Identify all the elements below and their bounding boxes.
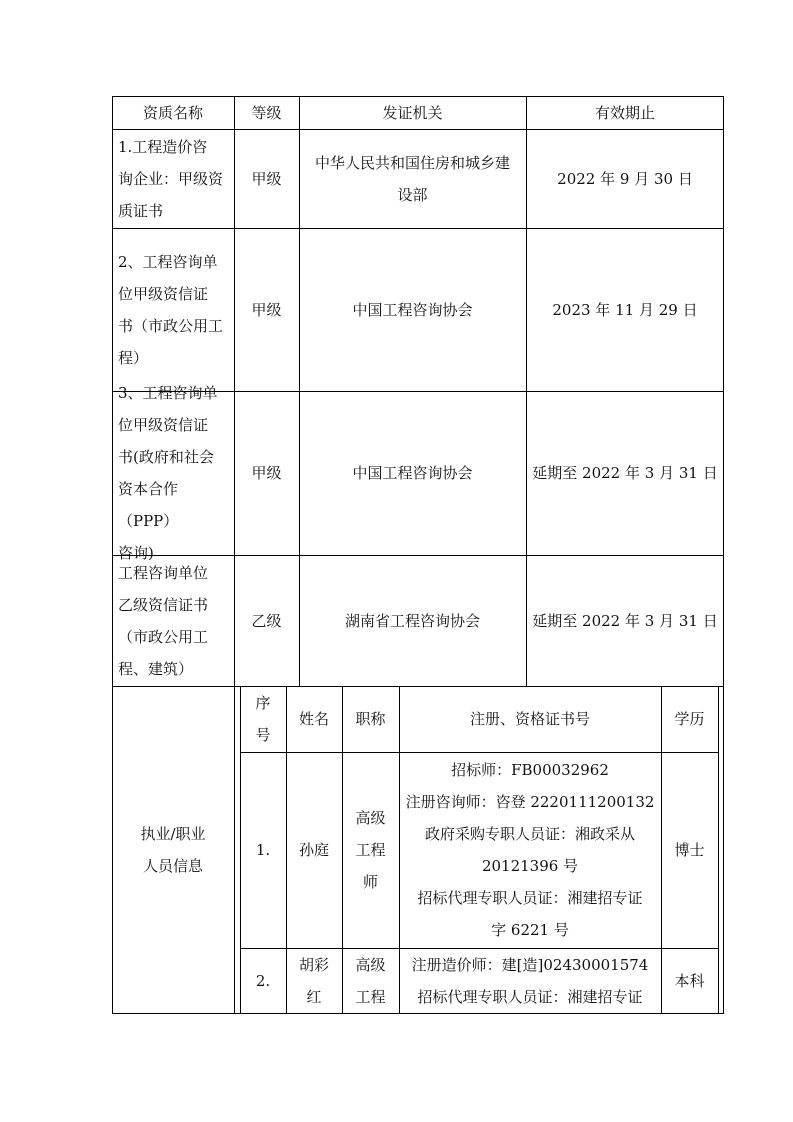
personnel-header-certificates [399, 686, 661, 752]
header-qualification-name [112, 96, 234, 129]
personnel-header-seq [240, 686, 286, 752]
validity-date: 延期至 2022 年 3 月 31 日 [532, 464, 718, 482]
personnel-row-1-seq [240, 752, 286, 948]
table-row-4-grade [234, 555, 299, 686]
personnel-header-title-text: 职称 [355, 710, 386, 728]
table-row-2-validity [526, 228, 724, 391]
table-row-4-name [118, 555, 234, 686]
personnel-education: 本科 [674, 972, 705, 990]
personnel-row-1-education [661, 752, 718, 948]
qualification-grade: 甲级 [251, 464, 282, 482]
qualification-grade: 甲级 [251, 300, 282, 319]
table-row-3-name [118, 384, 234, 562]
table-row-3-authority [299, 391, 526, 555]
qualification-name: 1.工程造价咨 询企业：甲级资 质证书 [118, 137, 224, 220]
header-issuing-authority-text: 发证机关 [382, 103, 443, 122]
header-issuing-authority [299, 96, 526, 129]
personnel-education: 博士 [674, 841, 705, 859]
header-grade [234, 96, 299, 129]
personnel-name: 孙庭 [298, 841, 329, 859]
qualification-name: 3、工程咨询单 位甲级资信证 书(政府和社会 资本合作（PPP） 咨询) [118, 384, 218, 562]
table-row-4-authority [299, 555, 526, 686]
personnel-section-label [112, 686, 234, 1014]
header-qualification-name-text: 资质名称 [142, 103, 203, 122]
qualification-name: 2、工程咨询单 位甲级资信证 书（市政公用工 程） [118, 252, 224, 367]
personnel-row-1-certificates [399, 752, 661, 948]
personnel-header-seq-text: 序 号 [255, 694, 271, 744]
qualification-grade: 乙级 [251, 611, 282, 630]
table-row-1-grade [234, 129, 299, 228]
personnel-name: 胡彩 红 [298, 956, 329, 1006]
personnel-row-2-certificates [399, 948, 661, 1014]
table-row-1-name [118, 129, 234, 228]
personnel-header-education-text: 学历 [674, 710, 705, 728]
personnel-header-education [661, 686, 718, 752]
personnel-certificates: 招标师：FB00032962 注册咨询师：咨登 2220111200132 政府采购专职人员证：湘政采从 20121396 号 招标代理专职人员证：湘建招专证 字 6221 号 [405, 761, 655, 939]
personnel-row-2-seq [240, 948, 286, 1014]
personnel-row-2-education [661, 948, 718, 1014]
personnel-certificates: 注册造价师：建[造]02430001574 招标代理专职人员证：湘建招专证 [411, 956, 649, 1006]
issuing-authority: 中国工程咨询协会 [352, 464, 473, 482]
table-row-3-validity [526, 391, 724, 555]
table-row-2-grade [234, 228, 299, 391]
personnel-section-label-text: 执业/职业 人员信息 [140, 825, 206, 875]
qualification-name: 工程咨询单位 乙级资信证书 （市政公用工 程、建筑） [118, 563, 209, 678]
column-divider [234, 686, 235, 1014]
column-divider [718, 686, 719, 1014]
table-row-2-name [118, 228, 234, 391]
table-row-2-authority [299, 228, 526, 391]
table-row-4-validity [526, 555, 724, 686]
validity-date: 2022 年 9 月 30 日 [557, 169, 693, 188]
validity-date: 延期至 2022 年 3 月 31 日 [532, 611, 718, 630]
personnel-seq: 1. [255, 841, 271, 859]
table-row-1-authority [299, 129, 526, 228]
table-row-3-grade [234, 391, 299, 555]
personnel-row-1-name [286, 752, 342, 948]
header-grade-text: 等级 [251, 103, 282, 122]
issuing-authority: 中国工程咨询协会 [352, 300, 473, 319]
personnel-seq: 2. [255, 972, 271, 990]
personnel-row-1-title [342, 752, 399, 948]
personnel-row-2-name [286, 948, 342, 1014]
issuing-authority: 中华人民共和国住房和城乡建 设部 [314, 153, 510, 204]
personnel-header-certificates-text: 注册、资格证书号 [469, 710, 590, 728]
personnel-title: 高级 工程 师 [355, 809, 386, 891]
personnel-row-2-title [342, 948, 399, 1014]
table-row-1-validity [526, 129, 724, 228]
validity-date: 2023 年 11 月 29 日 [552, 300, 698, 319]
personnel-header-name-text: 姓名 [298, 710, 329, 728]
personnel-header-title [342, 686, 399, 752]
qualification-grade: 甲级 [251, 169, 282, 188]
header-validity [526, 96, 724, 129]
personnel-header-name [286, 686, 342, 752]
personnel-title: 高级 工程 [355, 956, 386, 1006]
header-validity-text: 有效期止 [594, 103, 655, 122]
issuing-authority: 湖南省工程咨询协会 [344, 611, 480, 630]
